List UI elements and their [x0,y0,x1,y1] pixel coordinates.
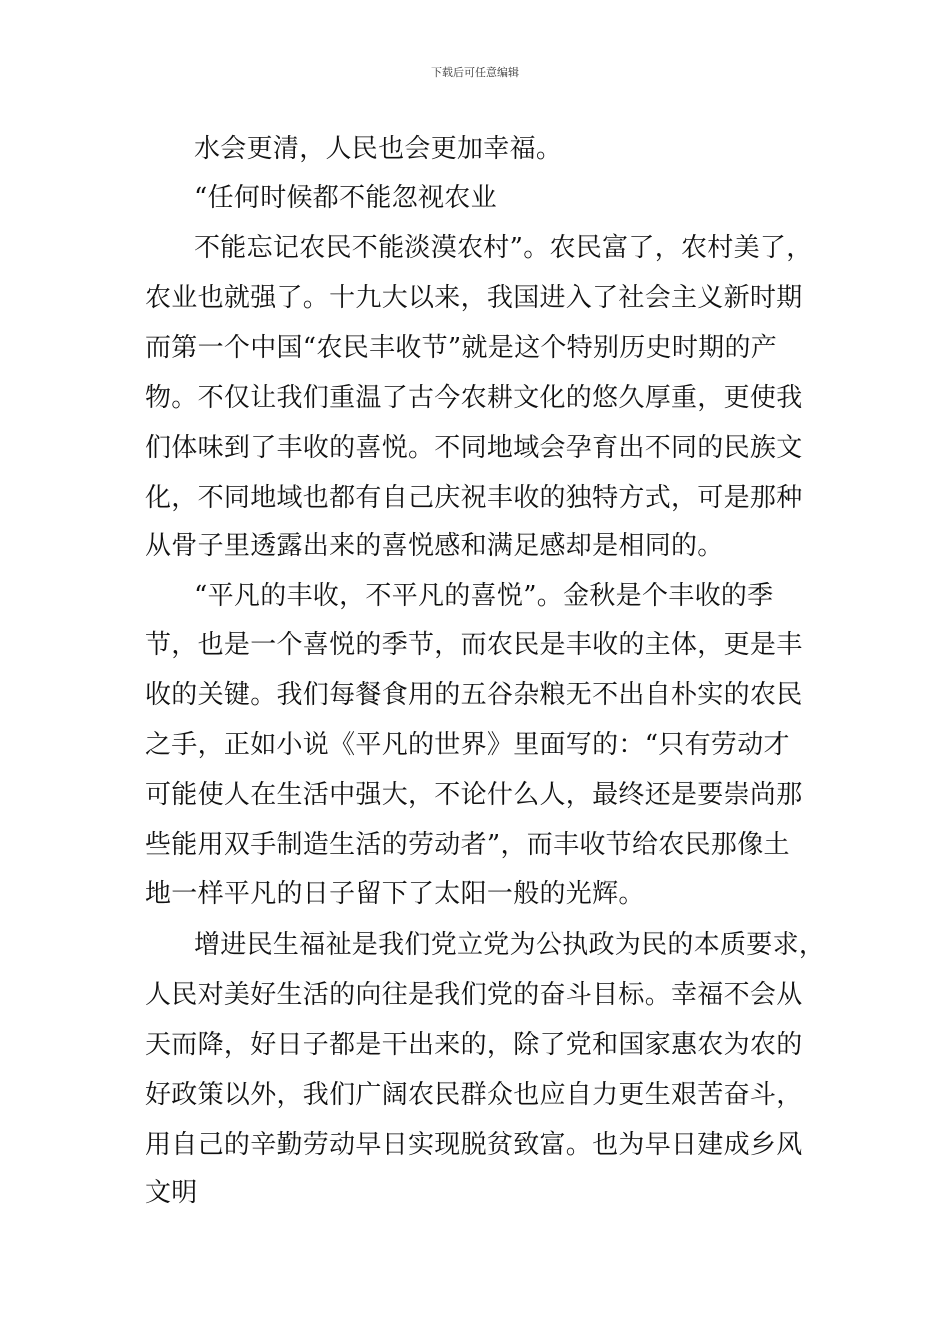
text-line: 些能用双手制造生活的劳动者”，而丰收节给农民那像土 [145,830,790,860]
text-line: 节，也是一个喜悦的季节，而农民是丰收的主体，更是丰 [145,630,803,660]
text-line: 增进民生福祉是我们党立党为公执政为民的本质要求， [194,930,826,960]
text-line: 而第一个中国“农民丰收节”就是这个特别历史时期的产 [145,333,778,363]
text-line: “任何时候都不能忽视农业 [194,183,497,213]
text-line: 之手，正如小说《平凡的世界》里面写的：“只有劳动才 [145,730,790,760]
text-line: 用自己的辛勤劳动早日实现脱贫致富。也为早日建成乡风 [145,1130,803,1160]
text-line: 们体味到了丰收的喜悦。不同地域会孕育出不同的民族文 [145,433,803,463]
text-line: 天而降，好日子都是干出来的，除了党和国家惠农为农的 [145,1030,803,1060]
text-line: 人民对美好生活的向往是我们党的奋斗目标。幸福不会从 [145,980,803,1010]
text-line: 水会更清，人民也会更加幸福。 [194,134,563,164]
text-line: 化，不同地域也都有自己庆祝丰收的独特方式，可是那种 [145,483,803,513]
text-line: 农业也就强了。十九大以来，我国进入了社会主义新时期 [145,283,803,313]
text-line: 文明 [145,1178,198,1208]
text-line: 收的关键。我们每餐食用的五谷杂粮无不出自朴实的农民 [145,680,803,710]
text-line: 地一样平凡的日子留下了太阳一般的光辉。 [145,879,645,909]
text-line: “平凡的丰收，不平凡的喜悦”。金秋是个丰收的季 [194,581,774,611]
text-line: 可能使人在生活中强大，不论什么人，最终还是要崇尚那 [145,780,803,810]
text-line: 好政策以外，我们广阔农民群众也应自力更生艰苦奋斗， [145,1080,803,1110]
text-line: 物。不仅让我们重温了古今农耕文化的悠久厚重，更使我 [145,383,803,413]
text-line: 从骨子里透露出来的喜悦感和满足感却是相同的。 [145,531,724,561]
text-line: 不能忘记农民不能淡漠农村”。农民富了，农村美了， [194,233,813,263]
page-header: 下载后可任意编辑 [431,66,519,79]
